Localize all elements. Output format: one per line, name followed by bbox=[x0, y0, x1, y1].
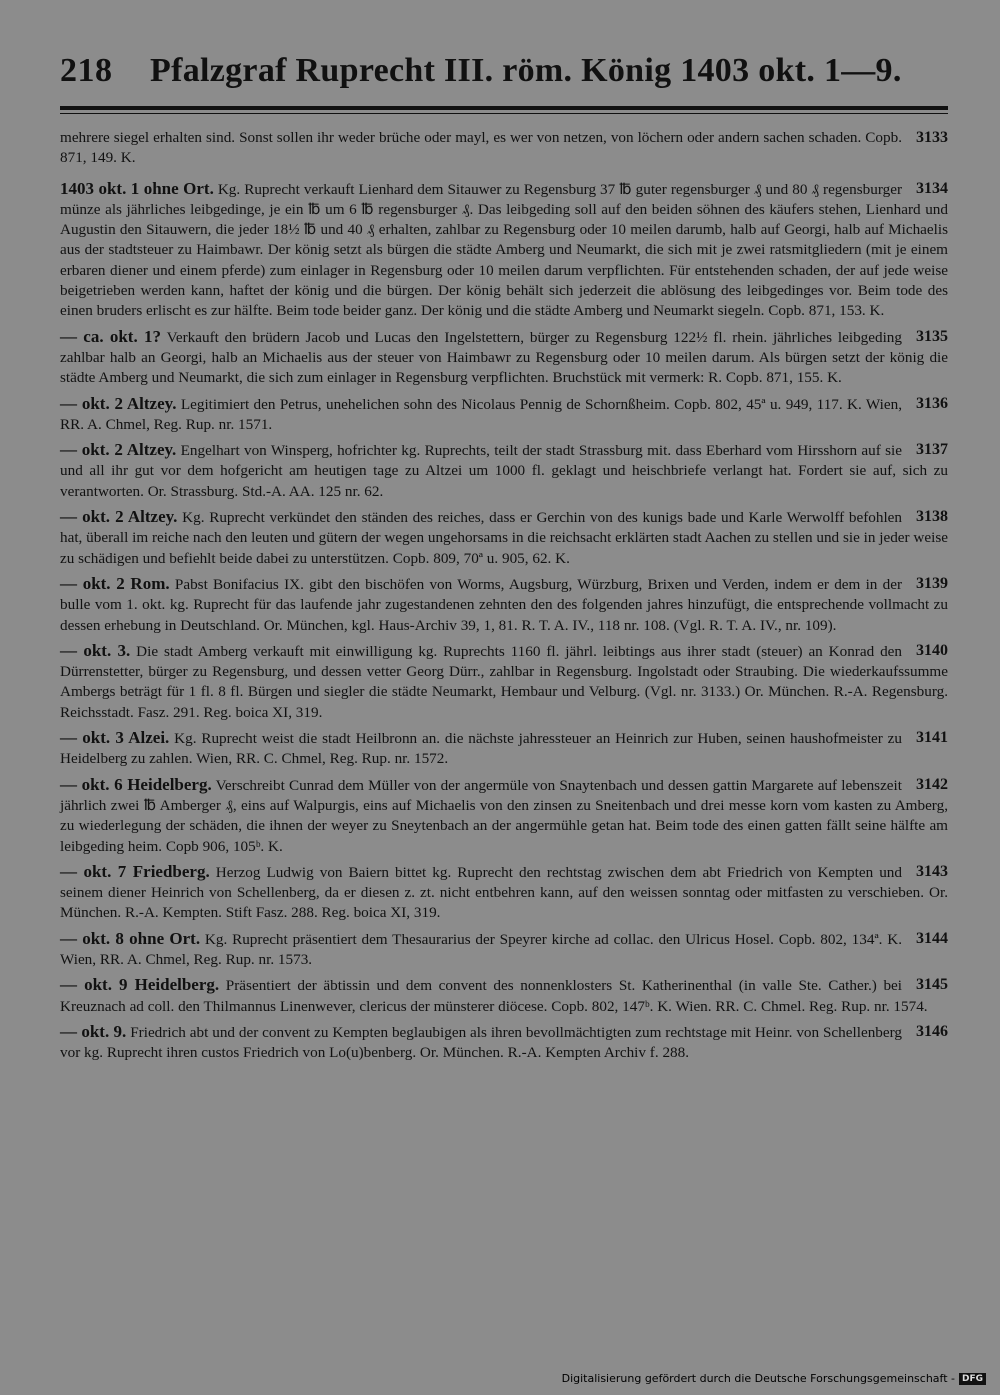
entry-date: — okt. 9 Heidelberg. bbox=[60, 975, 220, 995]
regest-entry bbox=[60, 641, 948, 723]
regest-entry bbox=[60, 440, 948, 502]
entry-number: 3140 bbox=[916, 641, 948, 659]
regest-entry bbox=[60, 1022, 948, 1064]
header-rule-thin bbox=[60, 113, 948, 114]
running-title: Pfalzgraf Ruprecht III. röm. König 1403 okt. 1—9. bbox=[150, 52, 902, 89]
entry-number: 3133 bbox=[916, 129, 948, 146]
entry-number: 3141 bbox=[916, 729, 948, 747]
entry-number: 3146 bbox=[916, 1022, 948, 1040]
regest-entry bbox=[60, 775, 948, 857]
footer bbox=[562, 1372, 986, 1385]
entry-text: Herzog Ludwig von Baiern bittet kg. Ruprecht den rechtstag zwischen dem abt Friedrich von Kempten und seinem diener Heinrich von Schellenberg, da er diesen z. zt. nicht entbehren kann, auf den weissen sonntag oder mitfasten zu verschieben. Or. München. R.-A. Kempten. Stift Fasz. 288. Reg. boica XI, 319. bbox=[60, 863, 948, 922]
document-page bbox=[60, 52, 948, 1068]
entry-number: 3135 bbox=[916, 327, 948, 345]
entry-text: Friedrich abt und der convent zu Kempten beglaubigen als ihren bevollmächtigten zum rechtstage mit Heinr. von Schellenberg vor kg. Ruprecht ihren custos Friedrich von Lo(u)benberg. Or. München. R.-A. Kempten Archiv f. 288. bbox=[60, 1023, 902, 1062]
entry-text: Pabst Bonifacius IX. gibt den bischöfen von Worms, Augsburg, Würzburg, Brixen und Verden, indem er dem in der bulle vom 1. okt. kg. Ruprecht für das laufende jahr zugestandenen zehnten den des folgenden jahres hinzufügt, die entsprechende vollmacht zu dessen erhebung in Deutschland. Or. München, kgl. Haus-Archiv 39, 1, 81. R. T. A. IV., 118 nr. 108. (Vgl. R. T. A. IV., nr. 109). bbox=[60, 575, 948, 634]
entry-number: 3138 bbox=[916, 508, 948, 526]
regest-entry bbox=[60, 179, 948, 322]
entry-text: Kg. Ruprecht verkündet den ständen des reiches, dass er Gerchin von des kunigs bade und Karle Werwolff befohlen hat, überall im reiche nach den leuten und gütern der wegen ungehorsams in die reichsacht erklärten stadt Aachen zu stellen und sie in jeder weise zu schädigen und befiehlt beide dabei zu unterstützen. Copb. 809, 70ª u. 905, 62. K. bbox=[60, 509, 948, 567]
entry-number: 3136 bbox=[916, 394, 948, 412]
entry-text: Die stadt Amberg verkauft mit einwilligung kg. Ruprechts 1160 fl. jährl. leibtings aus ihrer stadt (steuer) an Konrad den Dürrenstetter, bürger zu Regensburg, und dessen vetter Georg Dürr., zahlbar in Regensburg. Ingolstadt oder Straubing. Die wiederkaufssumme Ambergs beträgt für 1 fl. 8 fl. Bürgen und siegler die städte Neumarkt, Hembaur und Velburg. (Vgl. nr. 3133.) Or. München. R.-A. Regensburg. Reichsstadt. Fasz. 291. Reg. boica XI, 319. bbox=[60, 642, 948, 721]
entry-date: — ca. okt. 1? bbox=[60, 326, 161, 346]
entry-date: — okt. 9. bbox=[60, 1021, 127, 1041]
entry-date: — okt. 8 ohne Ort. bbox=[60, 928, 201, 948]
entry-number: 3144 bbox=[916, 929, 948, 947]
regest-entry bbox=[60, 394, 948, 436]
regest-entry bbox=[60, 327, 948, 389]
regest-entry bbox=[60, 507, 948, 569]
header-rule-thick bbox=[60, 106, 948, 110]
entry-date: — okt. 2 Altzey. bbox=[60, 507, 178, 527]
entry-number: 3137 bbox=[916, 441, 948, 459]
regest-entry bbox=[60, 728, 948, 770]
regest-entry bbox=[60, 574, 948, 636]
entry-date: — okt. 3. bbox=[60, 640, 131, 660]
regest-entry bbox=[60, 975, 948, 1017]
entry-text: Verschreibt Cunrad dem Müller von der angermüle von Snaytenbach und dessen gattin Margarete auf lebenszeit jährlich zwei ℔ Amberger ₰, eins auf Walpurgis, eins auf Michaelis von den zinsen zu Sneitenbach und drei messe korn vom kasten zu Amberg, zu wiederlegung der schäden, die ihnen der weyer zu Sneytenbach an der angermühle getan hat. Beim tode des einen gatten fällt seine hälfte am leibgeding heim. Copb 906, 105ᵇ. K. bbox=[60, 776, 948, 855]
entry-date: — okt. 7 Friedberg. bbox=[60, 861, 210, 881]
entry-number: 3145 bbox=[916, 976, 948, 994]
entry-date: — okt. 2 Rom. bbox=[60, 573, 170, 593]
entry-text: Legitimiert den Petrus, unehelichen sohn des Nicolaus Pennig de Schornßheim. Copb. 802, 45ª u. 949, 117. K. Wien, RR. A. Chmel, Reg. Rup. nr. 1571. bbox=[60, 395, 902, 433]
page-header bbox=[60, 52, 948, 104]
entry-number: 3134 bbox=[916, 179, 948, 197]
entry-text: mehrere siegel erhalten sind. Sonst sollen ihr weder brüche oder mayl, es wer von netzen, von löchern oder andern sachen schaden. Copb. 871, 149. K. bbox=[60, 129, 902, 167]
entry-number: 3143 bbox=[916, 862, 948, 880]
page-number: 218 bbox=[60, 52, 113, 89]
entry-text: Engelhart von Winsperg, hofrichter kg. Ruprechts, teilt der stadt Strassburg mit. dass Eberhard vom Hirsshorn auf sie und all ihr gut vor dem hofgericht am heutigen tage zu Altzei um 1000 fl. geklagt und heischbriefe verlangt hat. Fordert sie auf, sich zu verantworten. Or. Strassburg. Std.-A. AA. 125 nr. 62. bbox=[60, 442, 948, 500]
regest-entries bbox=[60, 179, 948, 1064]
entry-number: 3142 bbox=[916, 775, 948, 793]
regest-entry bbox=[60, 929, 948, 971]
regest-entry bbox=[60, 862, 948, 924]
entry-date: — okt. 2 Altzey. bbox=[60, 440, 177, 460]
footer-text: Digitalisierung gefördert durch die Deutsche Forschungsgemeinschaft - bbox=[561, 1372, 955, 1385]
continuation-entry bbox=[60, 128, 948, 169]
entry-text: Verkauft den brüdern Jacob und Lucas den Ingelstettern, bürger zu Regensburg 122½ fl. rhein. jährliches leibgeding zahlbar halb an Georgi, halb an Michaelis aus der steuer von Haimbawr zu Regensburg oder 10 meilen darum. Als bürgen setzt der könig die städte Amberg und Neumarkt, die sich zum einlager in Regensburg verpflichten. Bruchstück mit vermerk: R. Copb. 871, 155. K. bbox=[60, 328, 948, 387]
dfg-logo: DFG bbox=[959, 1373, 986, 1385]
entry-date: — okt. 3 Alzei. bbox=[60, 728, 170, 748]
entry-number: 3139 bbox=[916, 574, 948, 592]
entry-date: — okt. 6 Heidelberg. bbox=[60, 774, 212, 794]
entry-date: — okt. 2 Altzey. bbox=[60, 393, 177, 413]
entry-text: Präsentiert der äbtissin und dem convent des nonnenklosters St. Katherinenthal (in valle Ste. Cather.) bei Kreuznach ad coll. den Thilmannus Linenwever, clericus der münsterer diöcese. Copb. 802, 147ᵇ. K. Wien. RR. C. Chmel. Reg. Rup. nr. 1574. bbox=[60, 977, 928, 1015]
entry-date: 1403 okt. 1 ohne Ort. bbox=[60, 178, 214, 198]
entry-text: Kg. Ruprecht präsentiert dem Thesaurarius der Speyrer kirche ad collac. den Ulricus Hosel. Copb. 802, 134ª. K. Wien, RR. A. Chmel, Reg. Rup. nr. 1573. bbox=[60, 930, 903, 968]
entry-text: Kg. Ruprecht verkauft Lienhard dem Sitauwer zu Regensburg 37 ℔ guter regensburger ₰ und 80 ₰ regensburger münze als jährliches leibgedinge, je ein ℔ um 6 ℔ regensburger ₰. Das leibgeding soll auf den beiden söhnen des käufers stehen, Lienhard und Augustin den Sitauwern, die jeder 18½ ℔ und 40 ₰ erhalten, zahlbar zu Regensburg oder 10 meilen darumb, halb auf Georgi, halb auf Michaelis aus der stadtsteuer zu Haimbawr. Der könig setzt als bürgen die städte Amberg und Neumarkt, die sich mit je zwei ratsmitgliedern (mit je einem erbaren diener und einem pferde) zum einlager in Regensburg oder 10 meilen darum verpflichten. Für entstehenden schaden, der auf jede weise beigetrieben werden kann, haftet der könig und die bürgen. Der könig behält sich jederzeit die ablösung des leibgedinges vor. Beim tode des einen bruders erlischt es zur hälfte. Beim tode beider ganz. Der könig und die städte Amberg und Neumarkt siegeln. Copb. 871, 153. K. bbox=[60, 180, 948, 320]
entry-text: Kg. Ruprecht weist die stadt Heilbronn an. die nächste jahressteuer an Heinrich zur Huben, seinen haushofmeister zu Heidelberg zu zahlen. Wien, RR. C. Chmel, Reg. Rup. nr. 1572. bbox=[60, 730, 902, 768]
